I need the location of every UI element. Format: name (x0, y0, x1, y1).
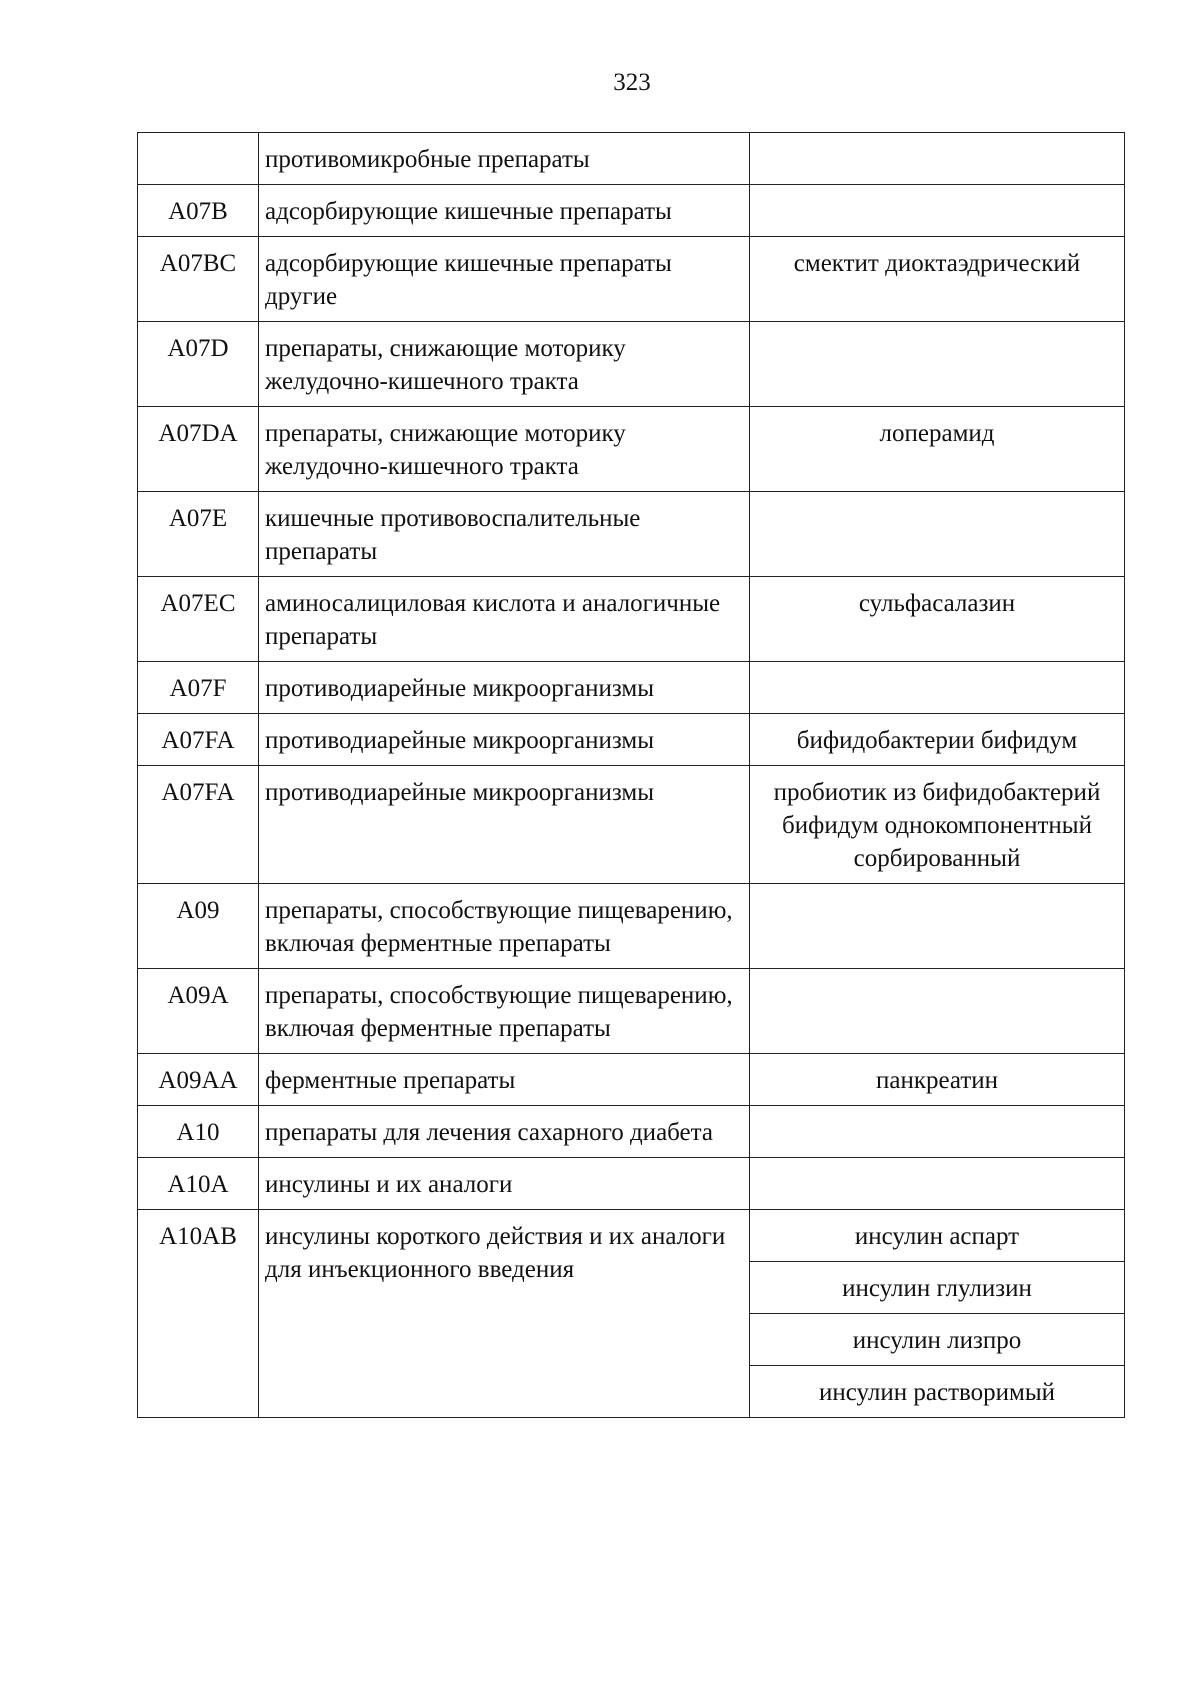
drug-name-cell: сульфасалазин (750, 577, 1125, 662)
drug-name-cell (750, 884, 1125, 969)
description-cell: препараты для лечения сахарного диабета (259, 1106, 750, 1158)
table-row (138, 884, 1125, 969)
description-cell: ферментные препараты (259, 1054, 750, 1106)
drug-name-cell (750, 1158, 1125, 1210)
table-row (138, 492, 1125, 577)
description-cell: препараты, снижающие моторику желудочно-кишечного тракта (259, 407, 750, 492)
atc-code-cell: A10AB (138, 1210, 259, 1418)
description-cell: инсулины короткого действия и их аналоги для инъекционного введения (259, 1210, 750, 1418)
table-row (138, 766, 1125, 884)
table-row (138, 133, 1125, 185)
description-cell: противодиарейные микроорганизмы (259, 662, 750, 714)
drug-name-cell (750, 492, 1125, 577)
table-row (138, 322, 1125, 407)
drug-name-cell (750, 322, 1125, 407)
table-row (138, 1054, 1125, 1106)
description-cell: аминосалициловая кислота и аналогичные препараты (259, 577, 750, 662)
description-cell: противодиарейные микроорганизмы (259, 714, 750, 766)
drug-name-cell (750, 662, 1125, 714)
description-cell: кишечные противовоспалительные препараты (259, 492, 750, 577)
atc-code-cell: A07E (138, 492, 259, 577)
description-cell: адсорбирующие кишечные препараты другие (259, 237, 750, 322)
drug-name-cell: инсулин лизпро (750, 1314, 1125, 1366)
atc-code-cell: A07F (138, 662, 259, 714)
atc-code-cell: A07DA (138, 407, 259, 492)
table-body (138, 133, 1125, 1418)
description-cell: препараты, способствующие пищеварению, включая ферментные препараты (259, 884, 750, 969)
table-row (138, 714, 1125, 766)
drug-name-cell: лоперамид (750, 407, 1125, 492)
drug-name-cell: инсулин аспарт (750, 1210, 1125, 1262)
table-row (138, 662, 1125, 714)
atc-code-cell: A07BC (138, 237, 259, 322)
drug-name-cell (750, 185, 1125, 237)
description-cell: противодиарейные микроорганизмы (259, 766, 750, 884)
drug-name-cell (750, 133, 1125, 185)
atc-code-cell: A07EC (138, 577, 259, 662)
atc-code-cell: A07D (138, 322, 259, 407)
drug-name-cell: пробиотик из бифидобактерий бифидум однокомпонентный сорбированный (750, 766, 1125, 884)
atc-code-cell: A07B (138, 185, 259, 237)
atc-code-cell: A09 (138, 884, 259, 969)
table-row (138, 969, 1125, 1054)
table-row (138, 185, 1125, 237)
drug-name-cell: бифидобактерии бифидум (750, 714, 1125, 766)
description-cell: препараты, способствующие пищеварению, включая ферментные препараты (259, 969, 750, 1054)
atc-code-cell: A07FA (138, 714, 259, 766)
atc-code-cell: A07FA (138, 766, 259, 884)
page-number: 323 (613, 69, 651, 96)
atc-code-cell: A10A (138, 1158, 259, 1210)
table-row (138, 1210, 1125, 1262)
table-row (138, 1158, 1125, 1210)
table-row (138, 407, 1125, 492)
drug-name-cell (750, 1106, 1125, 1158)
atc-drug-table (137, 132, 1125, 1418)
description-cell: инсулины и их аналоги (259, 1158, 750, 1210)
table-row (138, 1106, 1125, 1158)
table-row (138, 577, 1125, 662)
drug-name-cell (750, 969, 1125, 1054)
drug-name-cell: инсулин растворимый (750, 1366, 1125, 1418)
description-cell: противомикробные препараты (259, 133, 750, 185)
atc-code-cell: A09AA (138, 1054, 259, 1106)
description-cell: препараты, снижающие моторику желудочно-кишечного тракта (259, 322, 750, 407)
description-cell: адсорбирующие кишечные препараты (259, 185, 750, 237)
atc-code-cell: A09A (138, 969, 259, 1054)
atc-code-cell: A10 (138, 1106, 259, 1158)
drug-name-cell: панкреатин (750, 1054, 1125, 1106)
atc-code-cell (138, 133, 259, 185)
table-row (138, 237, 1125, 322)
drug-name-cell: инсулин глулизин (750, 1262, 1125, 1314)
drug-name-cell: смектит диоктаэдрический (750, 237, 1125, 322)
